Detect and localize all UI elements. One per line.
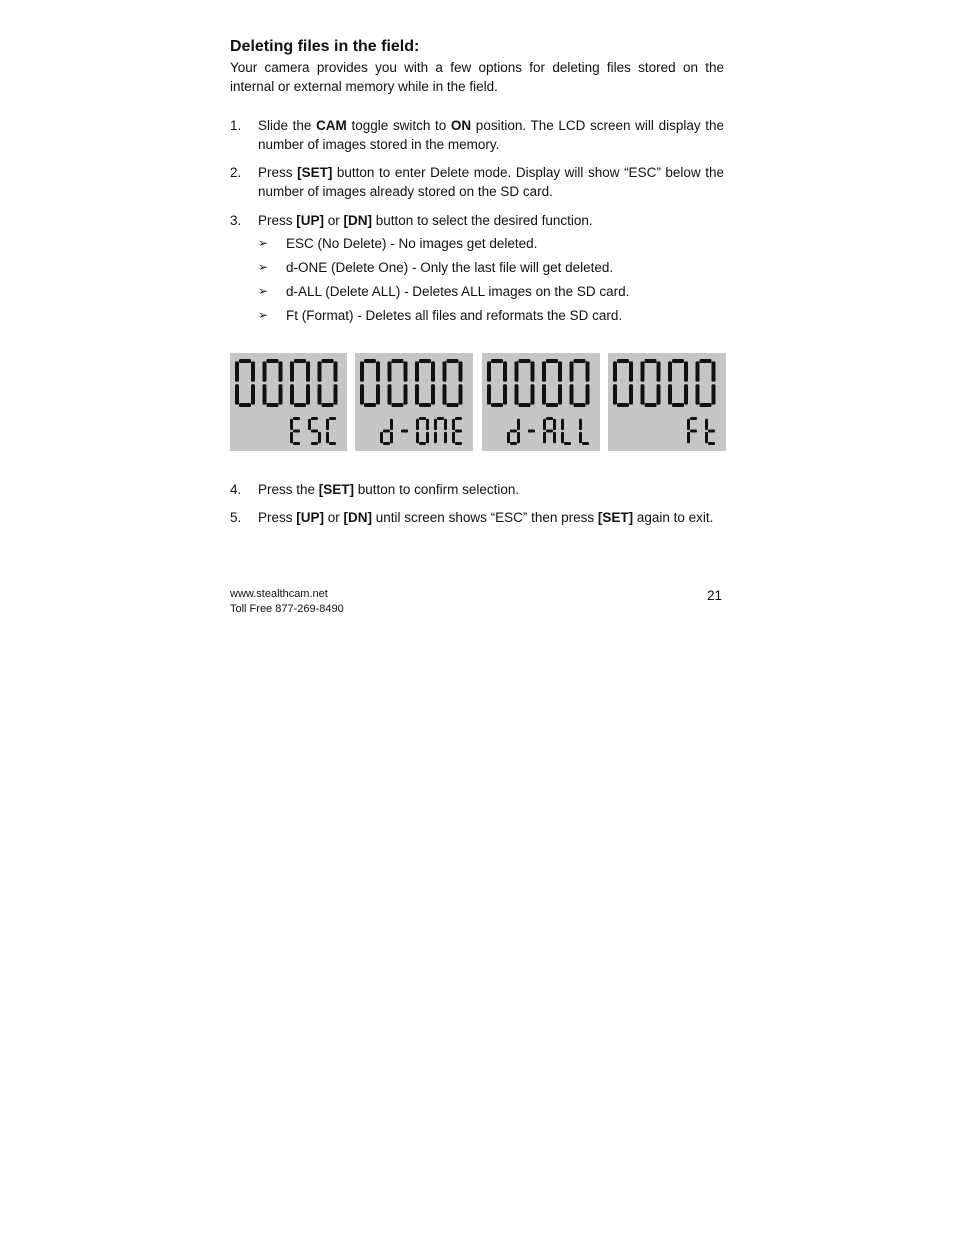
lcd-segment [507,432,510,443]
lcd-segment [696,384,700,404]
lcd-segment [546,359,558,363]
lcd-segment [251,361,255,381]
lcd-mode-char [401,430,408,433]
lcd-segment [334,384,338,404]
lcd-segment [239,359,251,363]
lcd-segment [531,384,535,404]
lcd-segment [279,384,283,404]
lcd-segment [579,432,582,443]
lcd-mode-char [543,417,556,443]
lcd-display [355,353,473,451]
lcd-mode-char [290,417,300,445]
lcd-display [608,353,726,451]
lcd-segment [558,384,562,404]
section-heading: Deleting files in the field: [230,38,420,55]
lcd-segment [515,384,519,404]
lcd-segment [487,361,491,381]
lcd-count-digit [613,359,633,407]
lcd-segment [459,361,463,381]
lcd-mode-char [434,417,447,443]
bullet-item: ➢ Ft (Format) - Deletes all files and reformats the SD card. [258,308,623,323]
lcd-count-digit [360,359,380,407]
lcd-segment [455,430,462,433]
lcd-mode-char [687,417,697,443]
lcd-segment [641,384,645,404]
lcd-segment [542,384,546,404]
lcd-segment [574,359,586,363]
step-2 [230,163,724,201]
lcd-segment [672,403,684,407]
lcd-segment [543,419,546,430]
lcd-segment [444,432,447,443]
lcd-segment [419,359,431,363]
lcd-segment [293,442,300,445]
step-3 [230,211,724,230]
lcd-segment [388,384,392,404]
lcd-segment [251,384,255,404]
lcd-segment [401,430,408,433]
lcd-count-digit [235,359,255,407]
lcd-screen-esc [230,353,347,451]
lcd-segment [431,361,435,381]
lcd-segment [700,359,712,363]
lcd-mode-char [308,417,321,445]
lcd-count-digit [570,359,590,407]
lcd-segment [447,403,459,407]
lcd-segment [308,419,311,430]
lcd-segment [334,361,338,381]
lcd-segment [306,384,310,404]
lcd-segment [503,384,507,404]
lcd-segment [263,384,267,404]
lcd-segment [364,403,376,407]
lcd-segment [306,361,310,381]
lcd-segment [543,432,546,443]
lcd-segment [517,419,520,430]
lcd-segment [705,432,708,443]
lcd-segment [311,430,318,433]
step-text: Slide the CAM toggle switch to ON position. The LCD screen will display the number of images stored in the memory. [258,118,724,152]
lcd-mode-char [380,419,393,445]
step-number: 3. [230,213,242,228]
lcd-segment [515,361,519,381]
lcd-segment [434,419,437,430]
lcd-segment [542,361,546,381]
step-text: Press [UP] or [DN] until screen shows “ESC” then press [SET] again to exit. [258,510,714,525]
lcd-segment [528,430,535,433]
lcd-segment [311,442,318,445]
lcd-segment [376,384,380,404]
lcd-segment [419,442,426,445]
lcd-segment [708,430,715,433]
lcd-segment [431,384,435,404]
lcd-screen-ft [608,353,726,451]
lcd-segment [360,361,364,381]
lcd-segment [546,417,553,420]
lcd-mode-char [579,419,589,445]
lcd-segment [455,417,462,420]
arrowhead-bullet-icon: ➢ [258,308,269,322]
lcd-segment [617,359,629,363]
lcd-segment [383,442,390,445]
step-number: 1. [230,118,242,133]
lcd-screen-d-one [355,353,473,451]
step-1 [230,116,724,154]
lcd-segment [696,361,700,381]
arrowhead-bullet-icon: ➢ [258,284,269,298]
lcd-segment [290,419,293,430]
lcd-segment [503,361,507,381]
arrowhead-bullet-icon: ➢ [258,260,269,274]
lcd-segment [582,442,589,445]
lcd-mode-char [561,419,571,445]
lcd-segment [318,432,321,443]
lcd-segment [510,430,517,433]
lcd-segment [279,361,283,381]
lcd-segment [415,361,419,381]
lcd-segment [617,403,629,407]
lcd-segment [519,403,531,407]
lcd-screen-d-all [482,353,600,451]
lcd-segment [390,419,393,430]
lcd-mode-char [528,430,535,433]
lcd-segment [388,361,392,381]
lcd-segment [510,442,517,445]
lcd-segment [290,361,294,381]
lcd-segment [558,361,562,381]
lcd-segment [641,361,645,381]
lcd-segment [561,419,564,430]
lcd-segment [326,419,329,430]
lcd-count-digit [641,359,661,407]
step-number: 2. [230,165,242,180]
lcd-mode-char [452,417,462,445]
lcd-segment [404,361,408,381]
lcd-segment [326,432,329,443]
lcd-segment [546,430,553,433]
lcd-display [482,353,600,451]
website-link[interactable]: www.stealthcam.net [230,588,328,600]
lcd-segment [668,384,672,404]
lcd-segment [570,361,574,381]
lcd-segment [613,384,617,404]
lcd-segment [294,403,306,407]
step-text: Press the [SET] button to confirm selection. [258,482,520,497]
lcd-segment [415,384,419,404]
lcd-segment [517,432,520,443]
lcd-segment [311,417,318,420]
lcd-segment [645,359,657,363]
lcd-segment [668,361,672,381]
lcd-segment [376,361,380,381]
lcd-count-digit [263,359,283,407]
lcd-segment [491,403,503,407]
lcd-segment [434,432,437,443]
lcd-segment [570,384,574,404]
lcd-segment [657,384,661,404]
lcd-count-digit [515,359,535,407]
lcd-display [230,353,347,451]
lcd-segment [700,403,712,407]
lcd-segment [426,432,429,443]
lcd-count-digit [443,359,463,407]
lcd-segment [380,432,383,443]
lcd-mode-char [416,417,429,445]
lcd-segment [416,419,419,430]
lcd-segment [487,384,491,404]
lcd-segment [267,359,279,363]
lcd-segment [564,442,571,445]
intro-paragraph: Your camera provides you with a few options for deleting files stored on the internal or external memory while in the field. [230,60,724,94]
step-5 [230,508,740,527]
lcd-segment [712,384,716,404]
step-text: Press [UP] or [DN] button to select the desired function. [258,213,593,228]
lcd-segment [684,361,688,381]
lcd-segment [267,403,279,407]
lcd-segment [629,384,633,404]
lcd-segment [519,359,531,363]
lcd-segment [294,359,306,363]
lcd-count-digit [668,359,688,407]
page-content [230,36,724,96]
lcd-segment [684,384,688,404]
lcd-mode-char [705,419,715,445]
lcd-segment [712,361,716,381]
lcd-segment [426,419,429,430]
bullet-item: ➢ d-ONE (Delete One) - Only the last file will get deleted. [258,260,614,275]
lcd-segment [235,384,239,404]
lcd-segment [322,359,334,363]
lcd-segment [690,430,697,433]
lcd-segment [687,432,690,443]
lcd-segment [443,361,447,381]
lcd-segment [447,359,459,363]
lcd-segment [657,361,661,381]
lcd-segment [561,432,564,443]
lcd-segment [705,419,708,430]
lcd-segment [239,403,251,407]
lcd-segment [364,359,376,363]
lcd-segment [392,403,404,407]
lcd-segment [629,361,633,381]
arrowhead-bullet-icon: ➢ [258,236,269,250]
lcd-segment [437,417,444,420]
lcd-segment [455,442,462,445]
lcd-segment [293,417,300,420]
step-number: 4. [230,482,242,497]
lcd-count-digit [415,359,435,407]
lcd-mode-char [326,417,336,445]
lcd-segment [383,430,390,433]
lcd-segment [586,361,590,381]
bullet-item: ➢ d-ALL (Delete ALL) - Deletes ALL images on the SD card. [258,284,630,299]
lcd-segment [586,384,590,404]
lcd-count-digit [318,359,338,407]
lcd-segment [318,384,322,404]
lcd-segment [419,417,426,420]
lcd-segment [235,361,239,381]
lcd-mode-char [507,419,520,445]
step-4 [230,480,724,499]
lcd-segment [329,442,336,445]
lcd-segment [672,359,684,363]
lcd-segment [293,430,300,433]
lcd-segment [360,384,364,404]
lcd-count-digit [696,359,716,407]
step-number: 5. [230,510,242,525]
lcd-segment [263,361,267,381]
lcd-segment [416,432,419,443]
footer-contact [230,587,344,617]
lcd-count-digit [542,359,562,407]
lcd-segment [329,417,336,420]
lcd-segment [452,419,455,430]
lcd-segment [419,403,431,407]
lcd-segment [318,361,322,381]
lcd-count-digit [388,359,408,407]
lcd-segment [444,419,447,430]
lcd-count-digit [290,359,310,407]
phone-number: Toll Free 877-269-8490 [230,603,344,615]
lcd-segment [613,361,617,381]
lcd-segment [553,419,556,430]
lcd-segment [546,403,558,407]
lcd-segment [404,384,408,404]
lcd-segment [290,432,293,443]
lcd-segment [290,384,294,404]
lcd-segment [690,417,697,420]
lcd-segment [322,403,334,407]
bullet-item: ➢ ESC (No Delete) - No images get deleted. [258,236,538,251]
page-number: 21 [707,588,723,603]
lcd-segment [574,403,586,407]
lcd-segment [491,359,503,363]
lcd-segment [645,403,657,407]
lcd-segment [687,419,690,430]
lcd-segment [390,432,393,443]
lcd-segment [443,384,447,404]
lcd-segment [579,419,582,430]
lcd-segment [459,384,463,404]
lcd-count-digit [487,359,507,407]
lcd-segment [392,359,404,363]
step-text: Press [SET] button to enter Delete mode. Display will show “ESC” below the number of images already stored on the SD card. [258,165,724,199]
lcd-segment [708,442,715,445]
lcd-segment [553,432,556,443]
lcd-segment [452,432,455,443]
lcd-segment [531,361,535,381]
